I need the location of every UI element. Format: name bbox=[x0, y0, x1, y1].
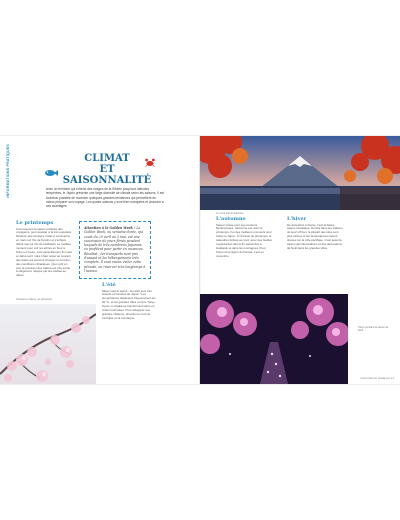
summer-text: Mieux vaut le savoir : les étés sont très chauds et humides au Japon ! Les températures dépassent fréquemment les 30 °C, et les grandes villes comme Tokyo, Kyoto ou Osaka se transforment alors en vraies fournaises. Pour échapper aux grandes chaleurs, direction le nord de l'archipel ou la montagne. bbox=[102, 288, 156, 320]
christmas-lights-photo bbox=[200, 294, 348, 384]
golden-week-text: La Golden Week, ou semaine dorée, qui court du 29 avril au 5 mai, est une succession de jours fériés pendant lesquels de très nombreux Japonais en profitent pour partir en vacances. Résultat : les transports sont pris d'assaut et les hébergements très complets. Il vaut mieux éviter cette période, ou réserver très longtemps à l'avance. bbox=[84, 226, 146, 273]
golden-week-heading: Attention à la Golden Week ! bbox=[84, 226, 136, 230]
section-tab: INFORMATIONS PRATIQUES bbox=[6, 144, 10, 198]
page-title bbox=[62, 153, 152, 186]
spring-heading: Le printemps bbox=[16, 220, 54, 226]
summer-section bbox=[102, 282, 158, 321]
illuminations-image bbox=[200, 294, 348, 384]
fuji-caption: Le mont Fuji à l'automne. bbox=[216, 212, 244, 215]
right-page bbox=[200, 136, 400, 384]
autumn-section bbox=[216, 216, 272, 259]
autumn-heading: L'automne bbox=[216, 216, 246, 222]
page-number: Informations pratiques 11 bbox=[360, 376, 394, 380]
spring-section bbox=[16, 220, 72, 278]
crab-icon bbox=[145, 158, 155, 167]
title-line-1: CLIMAT bbox=[84, 153, 130, 164]
summer-heading: L'été bbox=[102, 282, 116, 288]
cherry-blossom-photo bbox=[0, 304, 96, 384]
intro-paragraph: Avec un territoire qui s'étend des rivages de la Sibérie jusqu'aux latitudes tempérées, le Japon présente une large diversité de climats selon les saisons. Il est toutefois possible de recenser quelques grandes tendances qui permettent de mieux préparer son voyage. Les quatre saisons y sont bien marquées et chacune a ses avantages. bbox=[46, 187, 164, 208]
book-spread bbox=[0, 136, 400, 384]
fish-icon bbox=[44, 169, 58, 177]
title-line-2: ET SAISONNALITÉ bbox=[62, 164, 152, 186]
golden-week-box bbox=[79, 221, 151, 279]
autumn-text: Saison prisée pour ses couleurs flamboyantes, l'automne est, avec le printemps, l'un des meilleurs moments pour visiter le Japon. À l'inverse du printemps, le calendrier débute au nord, avec des feuilles rougissantes dès la fin septembre à Hokkaido et dans les montagnes. Pour Tokyo et la région du Kansai, c'est en novembre. bbox=[216, 222, 272, 258]
winter-text: De décembre à février, c'est la basse saison touristique. Hormis dans les stations de sport d'hiver, la plupart des sites sont plus calmes et les températures restent douces sur la côte pacifique. C'est aussi la saison des illuminations et des décorations de Noël dans les grandes villes. bbox=[287, 222, 343, 250]
cherry-blossom-image bbox=[0, 304, 96, 384]
winter-heading: L'hiver bbox=[287, 216, 307, 222]
winter-section bbox=[287, 216, 343, 251]
spring-text: C'est souvent la saison préférée des voyageurs, pour assister à la très populaire floraison des cerisiers. Celle-ci commence en mars sur l'île de Kyushu et s'achève début mai sur l'île de Hokkaido. Le meilleur moment pour voir les arbres en fleur à Tokyo et Kyoto, c'est généralement fin mars et début avril, mais il faut rester au courant des dates qui peuvent changer en fonction des conditions climatiques. Quoi qu'il en soit, la prévision des sakura est très suivie et largement relayée par les médias au Japon. bbox=[16, 226, 72, 278]
mount-fuji-image bbox=[200, 136, 400, 210]
mount-fuji-photo bbox=[200, 136, 400, 210]
cherry-caption: Cerisiers en fleurs, au printemps. bbox=[16, 298, 53, 301]
lights-caption: Tokyo pendant la saison de Noël. bbox=[358, 326, 389, 332]
left-page bbox=[0, 136, 199, 384]
